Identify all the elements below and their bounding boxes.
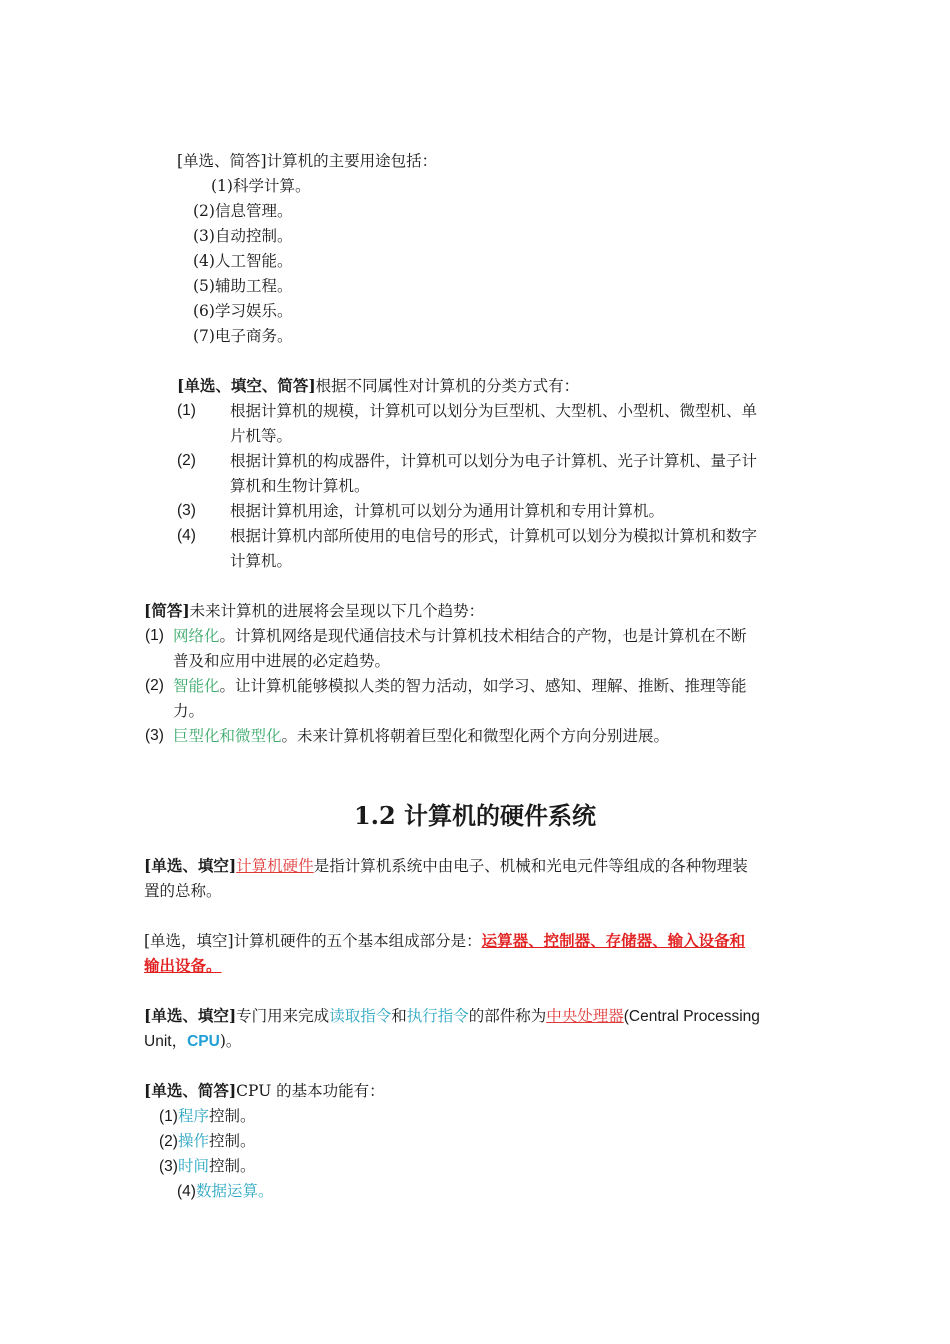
cpu-func-rest: 控制。 — [208, 1107, 256, 1125]
five-parts-line2 — [144, 955, 222, 977]
trends-line — [173, 725, 669, 747]
trends-intro — [144, 600, 484, 622]
trends-line: 力。 — [173, 702, 205, 720]
cpu-def-text: (Central Processing — [623, 1008, 760, 1025]
classification-num: (4) — [177, 527, 196, 544]
trends-num: (3) — [145, 727, 164, 744]
classification-line: 计算机。 — [230, 552, 293, 570]
cpu-def-tag: [单选、填空] — [144, 1006, 237, 1025]
classification-line: 根据计算机的规模，计算机可以划分为巨型机、大型机、小型机、微型机、单 — [230, 402, 758, 420]
cpu-func-item — [177, 1180, 273, 1203]
cpu-func-num: (3) — [159, 1158, 178, 1175]
cpu-func-rest: 控制。 — [208, 1157, 256, 1175]
cpu-def — [144, 1005, 760, 1028]
hardware-key: 计算机硬件 — [236, 857, 314, 875]
uses-intro-text: 计算机的主要用途包括： — [266, 152, 438, 170]
cpu-def-key: 执行指令 — [406, 1007, 469, 1025]
five-parts-key: 运算器、控制器、存储器、输入设备和 — [481, 931, 746, 950]
classification-text: 根据不同属性对计算机的分类方式有： — [315, 377, 580, 395]
classification-intro — [177, 375, 579, 397]
trends-text: 。计算机网络是现代通信技术与计算机技术相结合的产物，也是计算机在不断 — [219, 627, 747, 645]
classification-line: 根据计算机用途，计算机可以划分为通用计算机和专用计算机。 — [230, 502, 665, 520]
cpu-func-num: (1) — [159, 1108, 178, 1125]
five-parts — [144, 930, 745, 952]
cpu-def-text: 的部件称为 — [468, 1007, 547, 1025]
cpu-func-key: 程序 — [177, 1107, 209, 1125]
trends-line — [173, 625, 747, 647]
five-parts-text: 计算机硬件的五个基本组成部分是： — [233, 932, 482, 950]
classification-line: 片机等。 — [230, 427, 293, 445]
uses-item: (1)科学计算。 — [211, 177, 311, 195]
section-heading: 1.2 计算机的硬件系统 — [353, 801, 597, 830]
uses-item: (6)学习娱乐。 — [193, 302, 293, 320]
five-parts-tag: [单选，填空] — [144, 932, 234, 950]
trends-key: 巨型化和微型化 — [173, 727, 282, 745]
cpu-func-key: 操作 — [177, 1132, 209, 1150]
cpu-def-text: 和 — [391, 1007, 407, 1025]
cpu-def-key: 中央处理器 — [546, 1007, 624, 1025]
uses-item: (2)信息管理。 — [193, 202, 293, 220]
cpu-func-item — [159, 1105, 255, 1128]
cpu-func-rest: 控制。 — [208, 1132, 256, 1150]
hardware-def-line2: 置的总称。 — [144, 882, 222, 900]
classification-tag: [单选、填空、简答] — [177, 376, 316, 395]
cpu-func-item — [159, 1155, 255, 1178]
cpu-def-text: Unit， — [144, 1033, 188, 1050]
cpu-func-item — [159, 1130, 255, 1153]
trends-text: 未来计算机的进展将会呈现以下几个趋势： — [189, 602, 485, 620]
classification-num: (3) — [177, 502, 196, 519]
trends-tag: [简答] — [144, 601, 190, 620]
cpu-func-num: (2) — [159, 1133, 178, 1150]
classification-line: 算机和生物计算机。 — [230, 477, 370, 495]
cpu-def-line2 — [144, 1030, 241, 1053]
cpu-func-intro — [144, 1080, 385, 1102]
classification-line: 根据计算机的构成器件，计算机可以划分为电子计算机、光子计算机、量子计 — [230, 452, 758, 470]
uses-intro — [177, 150, 437, 172]
classification-num: (2) — [177, 452, 196, 469]
hardware-def — [144, 855, 748, 877]
uses-tag: [单选、简答] — [177, 152, 267, 170]
cpu-func-key: 时间 — [177, 1157, 209, 1175]
hardware-tag: [单选、填空] — [144, 856, 237, 875]
trends-num: (1) — [145, 627, 164, 644]
uses-item: (5)辅助工程。 — [193, 277, 293, 295]
trends-line: 普及和应用中进展的必定趋势。 — [173, 652, 391, 670]
cpu-def-text: )。 — [219, 1032, 242, 1050]
trends-text: 。让计算机能够模拟人类的智力活动，如学习、感知、理解、推断、推理等能 — [219, 677, 747, 695]
cpu-def-text: 专门用来完成 — [236, 1007, 330, 1025]
trends-key: 网络化 — [173, 627, 220, 645]
uses-item: (3)自动控制。 — [193, 227, 293, 245]
trends-line — [173, 675, 747, 697]
cpu-func-key: 数据运算。 — [195, 1182, 274, 1200]
uses-item: (4)人工智能。 — [193, 252, 293, 270]
hardware-text: 是指计算机系统中由电子、机械和光电元件等组成的各种物理装 — [313, 857, 748, 875]
five-parts-key: 输出设备。 — [144, 956, 222, 975]
uses-item: (7)电子商务。 — [193, 327, 293, 345]
cpu-func-text: CPU 的基本功能有： — [236, 1082, 385, 1100]
classification-num: (1) — [177, 402, 196, 419]
trends-num: (2) — [145, 677, 164, 694]
trends-key: 智能化 — [173, 677, 220, 695]
classification-line: 根据计算机内部所使用的电信号的形式，计算机可以划分为模拟计算机和数字 — [230, 527, 758, 545]
cpu-func-num: (4) — [177, 1183, 196, 1200]
cpu-def-key: 读取指令 — [329, 1007, 392, 1025]
cpu-def-key: CPU — [187, 1033, 220, 1050]
cpu-func-tag: [单选、简答] — [144, 1081, 237, 1100]
trends-text: 。未来计算机将朝着巨型化和微型化两个方向分别进展。 — [281, 727, 670, 745]
